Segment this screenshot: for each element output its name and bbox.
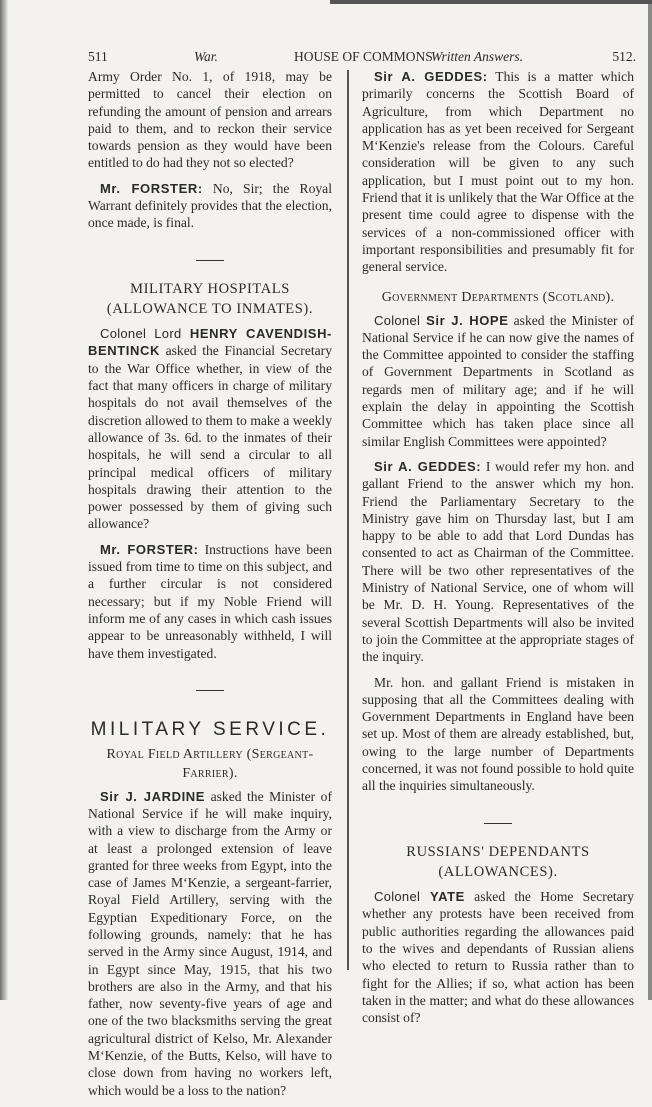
subheading-government-departments: Government Departments (Scotland).	[381, 289, 615, 305]
section-rule	[484, 823, 512, 825]
question-paragraph	[362, 312, 634, 450]
speaker-name: Mr. FORSTER:	[100, 541, 199, 557]
speaker-name: YATE	[420, 889, 465, 905]
question-text: asked the Minister of National Service if he can now give the names of the Committee appointed to consider the staffing of Government Departments in Scotland as regards men of military age; and if he will explain the delay in appointing the Scottish Committee which has taken place since all similar English Committees were appointed?	[362, 312, 634, 449]
question-text: asked the Minister of National Service if he will make inquiry, with a view to discharge from the Army or at least a prolonged extension of leave granted for three weeks from Egypt, into the case of James M‘Kenzie, a sergeant-farrier, Royal Field Artillery, serving with the Egyptian Expeditionary Force, on the following grounds, namely: that he has served in the Army since August, 1914, and in Egypt since May, 1915, that his two brothers are also in the Army, and that his father, now seventy-five years of age and one of the two blacksmiths serving the great agricultural district of Kelso, Mr. Alexander M‘Kenzie, of the Butts, Kelso, will have to close down from having no workers left, which would be a loss to the nation?	[88, 788, 333, 1098]
question-text: asked the Financial Secretary to the War Office whether, in view of the fact that many officers in charge of military hospitals do not avail themselves of the discretion allowed to them to make a weekly allowance of 3s. 6d. to the inmates of their hospitals, he will send a circular to all principal medical officers of military hospitals drawing their attention to the power possessed by them of giving such allowance?	[88, 343, 332, 532]
page-right-edge	[648, 0, 652, 1000]
publication-title: HOUSE OF COMMONS	[294, 49, 433, 64]
speaker-prefix: Colonel	[374, 889, 421, 905]
section-label-left: War.	[194, 49, 218, 64]
speaker-name: Sir A. GEDDES:	[374, 69, 488, 84]
answer-text: This is a matter which primarily concerns the Scottish Board of Agriculture, from which Department no application has as yet been received for Sergeant M‘Kenzie's release from the Colours. Careful consideration will be given to any such application, but I must point out to my hon. Friend that it is unlikely that the War Office at the present time could agree to dispense with the services of a non-commissioned officer with important responsibilities and presumably fit for general service.	[362, 69, 634, 275]
question-paragraph	[88, 788, 332, 1099]
speaker-prefix: Colonel Lord	[100, 326, 182, 342]
answer-paragraph	[88, 180, 332, 232]
section-rule	[196, 260, 224, 262]
speaker-name: Sir A. GEDDES:	[374, 458, 482, 474]
speaker-name: Sir J. JARDINE	[100, 788, 206, 804]
section-heading-russians-dependants: RUSSIANS' DEPENDANTS (ALLOWANCES).	[406, 844, 590, 881]
continued-question: Army Order No. 1, of 1918, may be permitted to cancel their election on refunding the amount of pension and arrears paid to them, and to reckon their service towards pension as they would have been entitled to do had they not so elected?	[88, 69, 332, 171]
speaker-name: Sir J. HOPE	[420, 312, 509, 328]
answer-paragraph	[362, 458, 634, 666]
left-column	[88, 68, 332, 1107]
answer-text: Instructions have been issued from time to time on this subject, and a further circular is not considered necessary; but if my Noble Friend will inform me of any cases in which cash issues appear to be unreasonably withheld, I will have them investigated.	[88, 541, 332, 661]
page-number-left: 511	[88, 49, 108, 64]
answer-paragraph	[88, 541, 332, 662]
page-binding-edge	[0, 0, 8, 1000]
question-text: asked the Home Secretary whether any protests have been received from public authorities regarding the allowances paid to the wives and dependants of Russian aliens who elected to return to Russia rather than to fight for the Allies; if so, what action has been taken in the matter; and what do these allowances consist of?	[362, 889, 634, 1026]
answer-paragraph	[362, 68, 634, 276]
speaker-name: Mr. FORSTER:	[100, 180, 203, 196]
running-header	[88, 49, 636, 67]
answer-paragraph-continued: Mr. hon. and gallant Friend is mistaken in supposing that all the Committees dealing with Government Departments in England have been set up. Most of them are already established, but, owing to the large number of Departments concerned, it was not found possible to hold quite all the inquiries simultaneously.	[362, 674, 634, 794]
section-heading-hospitals: MILITARY HOSPITALS (ALLOWANCE TO INMATES).	[106, 281, 314, 318]
answer-text: I would refer my hon. and gallant Friend to the answer which my hon. Friend the Parliamentary Secretary to the Ministry gave him on Thursday last, but I am happy to be able to add that Lord Dundas has consented to act as Chairman of the Committee. There will be two other representatives of the Ministry of National Service, one of whom will be Mr. D. H. Young. Representatives of the several Scottish Departments will also be invited to join the Committee at the appropriate stages of the inquiry.	[362, 458, 634, 665]
answer-text: No, Sir; the Royal Warrant definitely provides that the election, once made, is final.	[88, 180, 332, 231]
question-paragraph	[362, 888, 634, 1026]
major-heading-military-service: MILITARY SERVICE.	[90, 719, 330, 741]
subheading-royal-field-artillery: Royal Field Artillery (Sergeant-Farrier).	[106, 746, 314, 781]
column-divider	[347, 70, 349, 970]
section-label-right: Written Answers.	[431, 49, 524, 64]
speaker-prefix: Colonel	[374, 312, 421, 328]
right-column	[362, 68, 634, 1034]
question-paragraph	[88, 325, 332, 533]
scan-shadow	[330, 0, 652, 4]
section-rule	[196, 690, 224, 692]
page-number-right: 512.	[612, 49, 636, 64]
speaker-name: HENRY CAVENDISH-BENTINCK	[88, 326, 332, 359]
